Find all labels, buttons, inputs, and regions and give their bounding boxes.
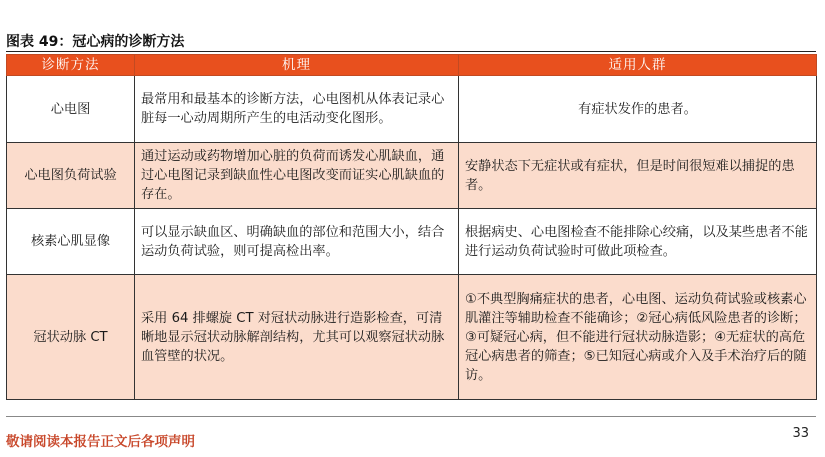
table-header-row xyxy=(7,55,817,76)
cell-population: 根据病史、心电图检查不能排除心绞痛，以及某些患者不能进行运动负荷试验时可做此项检查。 xyxy=(459,209,817,275)
cell-mechanism: 可以显示缺血区、明确缺血的部位和范围大小，结合运动负荷试验，则可提高检出率。 xyxy=(135,209,459,275)
cell-method: 核素心肌显像 xyxy=(7,209,135,275)
cell-population: 有症状发作的患者。 xyxy=(459,76,817,143)
table-row xyxy=(7,143,817,209)
header-population: 适用人群 xyxy=(459,55,817,76)
figure-title: 图表 49：冠心病的诊断方法 xyxy=(6,34,185,50)
table-row xyxy=(7,275,817,400)
disclaimer-text: 敬请阅读本报告正文后各项声明 xyxy=(6,434,195,450)
diagnosis-table xyxy=(6,54,817,400)
header-method: 诊断方法 xyxy=(7,55,135,76)
cell-method: 冠状动脉 CT xyxy=(7,275,135,400)
cell-mechanism: 采用 64 排螺旋 CT 对冠状动脉进行造影检查，可清晰地显示冠状动脉解剖结构，尤其可以观察冠状动脉血管壁的状况。 xyxy=(135,275,459,400)
cell-population: 安静状态下无症状或有症状，但是时间很短难以捕捉的患者。 xyxy=(459,143,817,209)
cell-method: 心电图 xyxy=(7,76,135,143)
cell-mechanism: 最常用和最基本的诊断方法，心电图机从体表记录心脏每一心动周期所产生的电活动变化图形。 xyxy=(135,76,459,143)
title-rule xyxy=(6,51,816,52)
header-mechanism: 机理 xyxy=(135,55,459,76)
cell-population: ①不典型胸痛症状的患者，心电图、运动负荷试验或核素心肌灌注等辅助检查不能确诊；②冠心病低风险患者的诊断；③可疑冠心病，但不能进行冠状动脉造影；④无症状的高危冠心病患者的筛查；⑤已知冠心病或介入及手术治疗后的随访。 xyxy=(459,275,817,400)
page-number: 33 xyxy=(792,426,809,441)
footer-rule xyxy=(6,416,816,417)
cell-mechanism: 通过运动或药物增加心脏的负荷而诱发心肌缺血，通过心电图记录到缺血性心电图改变而证实心肌缺血的存在。 xyxy=(135,143,459,209)
table-row xyxy=(7,209,817,275)
cell-method: 心电图负荷试验 xyxy=(7,143,135,209)
table-row xyxy=(7,76,817,143)
